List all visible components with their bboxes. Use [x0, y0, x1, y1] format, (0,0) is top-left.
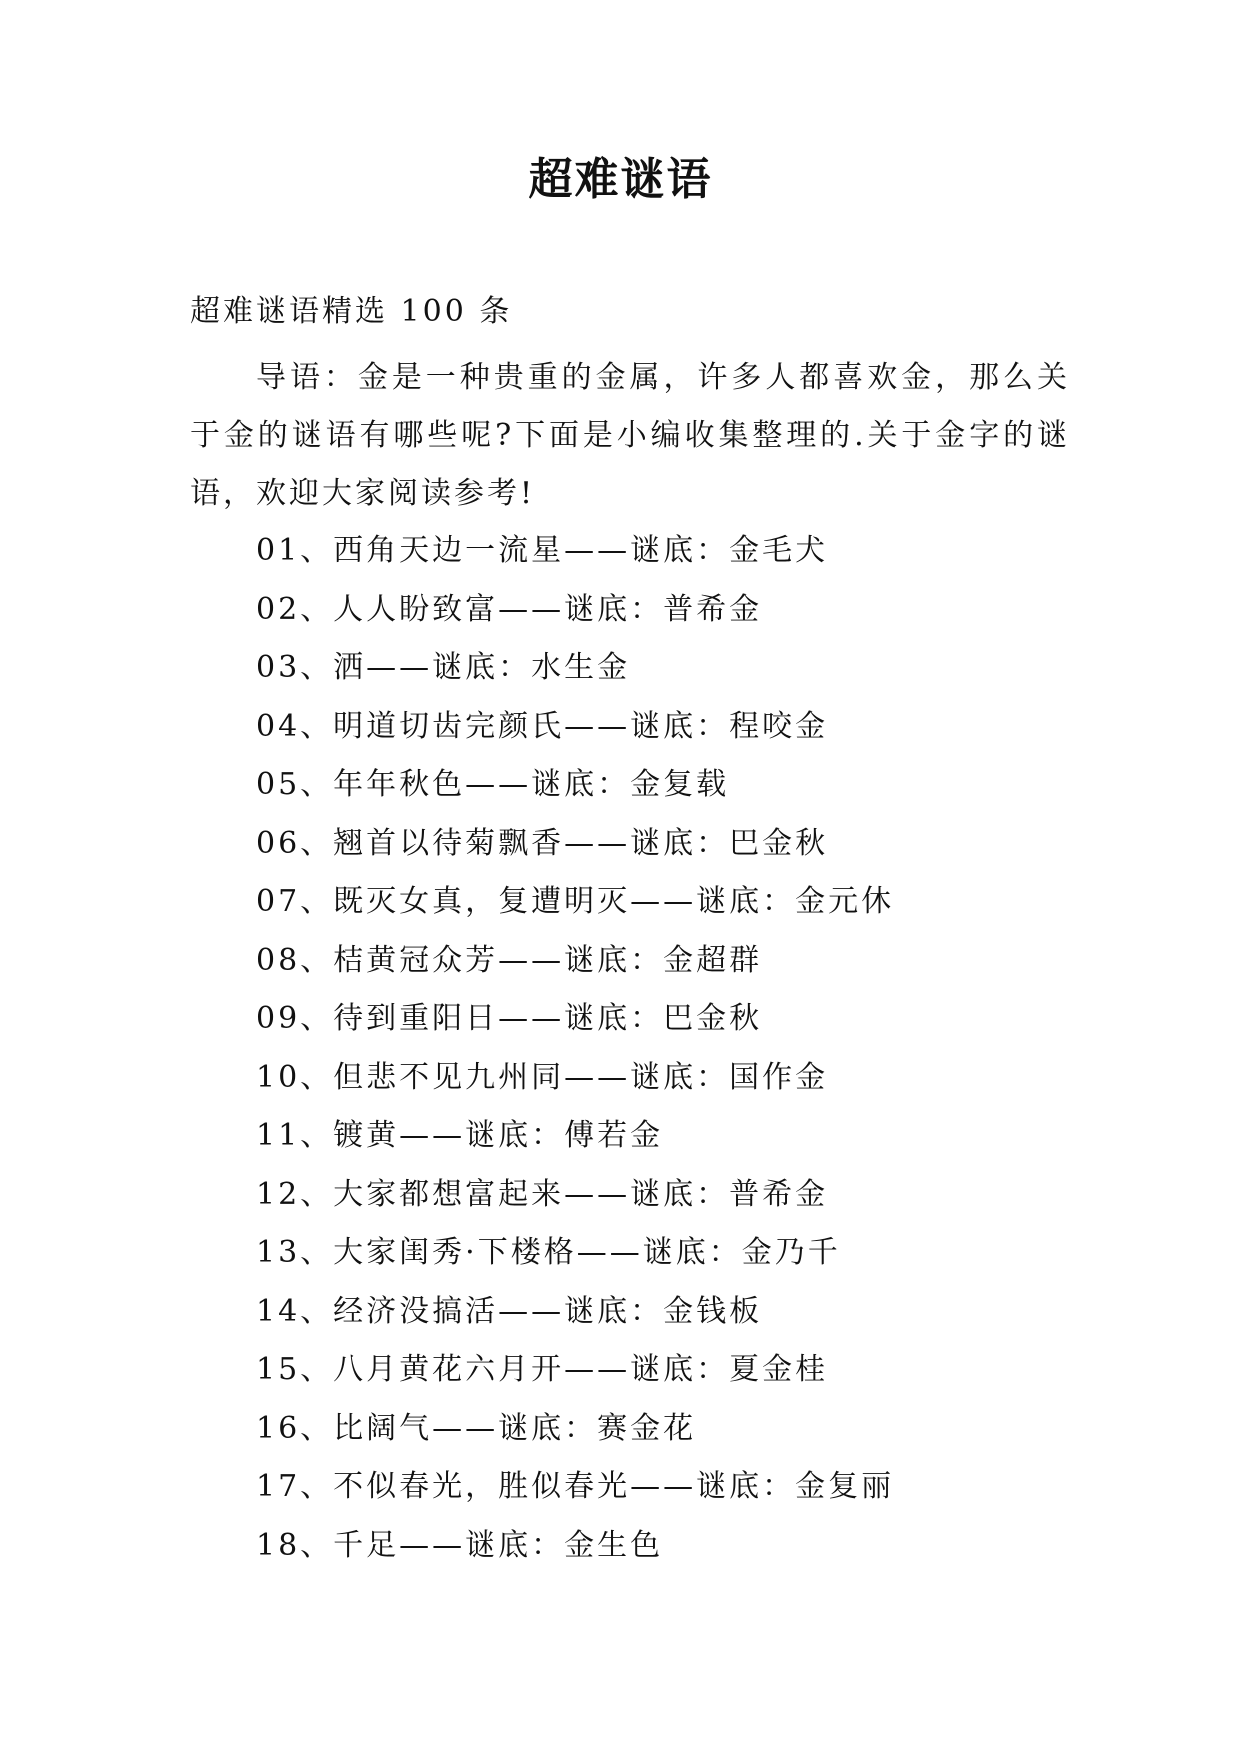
- riddle-item: 05、年年秋色——谜底：金复载: [256, 767, 730, 802]
- riddle-item: 03、洒——谜底：水生金: [256, 650, 631, 685]
- riddle-item: 04、明道切齿完颜氏——谜底：程咬金: [256, 708, 829, 744]
- riddle-item: 18、千足——谜底：金生色: [256, 1527, 664, 1563]
- riddle-item: 01、西角天边一流星——谜底：金毛犬: [256, 533, 829, 568]
- riddle-item: 10、但悲不见九州同——谜底：国作金: [256, 1059, 829, 1095]
- riddle-item: 09、待到重阳日——谜底：巴金秋: [256, 1001, 763, 1036]
- riddle-item: 11、镀黄——谜底：傅若金: [256, 1118, 664, 1153]
- document-subtitle: 超难谜语精选 100 条: [190, 294, 513, 329]
- page-title: 超难谜语: [528, 154, 713, 205]
- riddle-item: 08、桔黄冠众芳——谜底：金超群: [256, 942, 763, 978]
- riddle-item: 14、经济没搞活——谜底：金钱板: [256, 1293, 763, 1329]
- riddle-item: 15、八月黄花六月开——谜底：夏金桂: [256, 1352, 829, 1387]
- riddle-item: 02、人人盼致富——谜底：普希金: [256, 591, 763, 627]
- riddle-item: 07、既灭女真，复遭明灭——谜底：金元休: [256, 884, 895, 919]
- riddle-item: 17、不似春光，胜似春光——谜底：金复丽: [256, 1469, 895, 1504]
- riddle-item: 12、大家都想富起来——谜底：普希金: [256, 1176, 829, 1212]
- intro-paragraph: 导语：金是一种贵重的金属，许多人都喜欢金，那么关于金的谜语有哪些呢?下面是小编收集整理的.关于金字的谜语，欢迎大家阅读参考!: [190, 360, 1070, 511]
- riddle-list: [256, 522, 894, 1575]
- riddle-item: 06、翘首以待菊飘香——谜底：巴金秋: [256, 825, 829, 861]
- riddle-item: 16、比阔气——谜底：赛金花: [256, 1410, 697, 1446]
- riddle-item: 13、大家闺秀·下楼格——谜底：金乃千: [256, 1235, 841, 1270]
